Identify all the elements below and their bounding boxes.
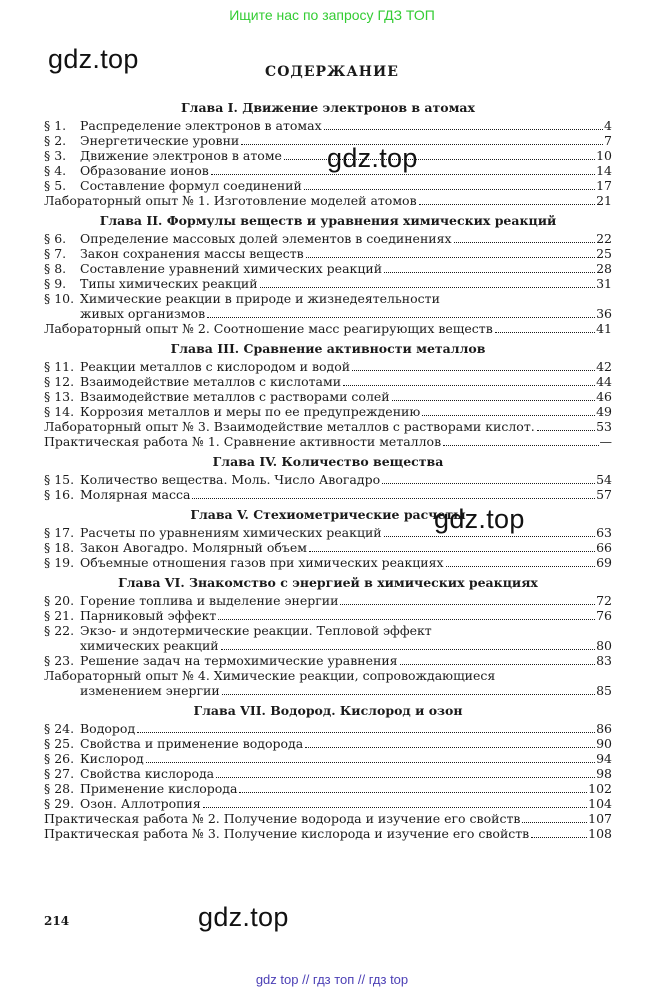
entry-title: химических реакций — [80, 638, 219, 653]
toc-entry[interactable] — [44, 736, 612, 751]
entry-title: Озон. Аллотропия — [80, 796, 201, 811]
entry-title: Горение топлива и выделение энергии — [80, 593, 339, 608]
page-ref: 46 — [596, 389, 612, 404]
toc-entry[interactable] — [44, 540, 612, 555]
watermark: gdz.top — [48, 44, 139, 74]
section-number: § 4. — [44, 163, 67, 178]
entry-title: Практическая работа № 1. Сравнение активности металлов — [44, 434, 442, 449]
page-ref: 42 — [596, 359, 612, 374]
page-ref: 83 — [596, 653, 612, 668]
toc-entry[interactable] — [44, 118, 612, 133]
section-number: § 27. — [44, 766, 75, 781]
toc-entry[interactable] — [44, 321, 612, 336]
leader-dots — [241, 144, 603, 145]
entry-title: Закон Авогадро. Молярный объем — [80, 540, 307, 555]
section-number: § 23. — [44, 653, 75, 668]
toc-entry[interactable] — [44, 178, 612, 193]
entry-title: Закон сохранения массы веществ — [80, 246, 304, 261]
leader-dots — [309, 551, 595, 552]
entry-title: Энергетические уровни — [80, 133, 240, 148]
page-ref: 4 — [604, 118, 612, 133]
toc-entry[interactable] — [44, 434, 612, 449]
toc-entry[interactable] — [44, 291, 612, 321]
section-number: § 3. — [44, 148, 67, 163]
entry-title: Взаимодействие металлов с кислотами — [80, 374, 342, 389]
entry-title: Взаимодействие металлов с растворами солей — [80, 389, 390, 404]
page-ref: 76 — [596, 608, 612, 623]
leader-dots — [211, 174, 595, 175]
page-ref: 85 — [596, 683, 612, 698]
section-number: § 6. — [44, 231, 67, 246]
toc-entry[interactable] — [44, 231, 612, 246]
section-number: § 24. — [44, 721, 75, 736]
leader-dots — [137, 732, 595, 733]
leader-dots — [422, 415, 595, 416]
entry-title: живых организмов — [80, 306, 206, 321]
entry-title: Практическая работа № 2. Получение водорода и изучение его свойств — [44, 811, 521, 826]
entry-title: Лабораторный опыт № 4. Химические реакции, сопровождающиеся — [44, 668, 496, 683]
leader-dots — [531, 837, 587, 838]
toc-entry[interactable] — [44, 246, 612, 261]
section-number: § 14. — [44, 404, 75, 419]
entry-title: Реакции металлов с кислородом и водой — [80, 359, 351, 374]
page-number: 214 — [44, 914, 70, 928]
leader-dots — [305, 747, 595, 748]
entry-title: Составление формул соединений — [80, 178, 302, 193]
leader-dots — [382, 483, 595, 484]
toc-entry[interactable] — [44, 796, 612, 811]
section-number: § 19. — [44, 555, 75, 570]
leader-dots — [352, 370, 595, 371]
entry-title: Свойства и применение водорода — [80, 736, 304, 751]
section-number: § 29. — [44, 796, 75, 811]
leader-dots — [384, 536, 595, 537]
entry-title: Образование ионов — [80, 163, 209, 178]
toc-entry[interactable] — [44, 751, 612, 766]
section-number: § 1. — [44, 118, 67, 133]
toc-entry[interactable] — [44, 811, 612, 826]
section-number: § 21. — [44, 608, 75, 623]
leader-dots — [522, 822, 587, 823]
leader-dots — [216, 777, 595, 778]
entry-title: Составление уравнений химических реакций — [80, 261, 383, 276]
page-ref: 49 — [596, 404, 612, 419]
entry-title: Химические реакции в природе и жизнедеятельности — [80, 291, 440, 306]
entry-title: Практическая работа № 3. Получение кислорода и изучение его свойств — [44, 826, 530, 841]
entry-title: Определение массовых долей элементов в соединениях — [80, 231, 452, 246]
page-ref: 7 — [604, 133, 612, 148]
section-number: § 11. — [44, 359, 75, 374]
page-ref: 31 — [596, 276, 612, 291]
section-number: § 12. — [44, 374, 75, 389]
page-ref: 14 — [596, 163, 612, 178]
leader-dots — [343, 385, 595, 386]
leader-dots — [537, 430, 595, 431]
entry-title: Типы химических реакций — [80, 276, 258, 291]
page-ref: 25 — [596, 246, 612, 261]
entry-title: Применение кислорода — [80, 781, 238, 796]
toc-entry[interactable] — [44, 525, 612, 540]
entry-title: Водород — [80, 721, 136, 736]
leader-dots — [454, 242, 596, 243]
leader-dots — [419, 204, 595, 205]
leader-dots — [260, 287, 596, 288]
toc-entry[interactable] — [44, 374, 612, 389]
section-number: § 15. — [44, 472, 75, 487]
section-number: § 2. — [44, 133, 67, 148]
toc-entry[interactable] — [44, 623, 612, 653]
entry-title: Кислород — [80, 751, 144, 766]
entry-title: изменением энергии — [80, 683, 220, 698]
entry-title: Лабораторный опыт № 3. Взаимодействие металлов с растворами кислот. — [44, 419, 535, 434]
toc-entry[interactable] — [44, 555, 612, 570]
page-ref: 72 — [596, 593, 612, 608]
page-ref: 108 — [588, 826, 612, 841]
entry-title: Лабораторный опыт № 1. Изготовление моделей атомов — [44, 193, 417, 208]
toc-entry[interactable] — [44, 766, 612, 781]
page-ref: 17 — [596, 178, 612, 193]
page-ref: 22 — [596, 231, 612, 246]
toc-entry[interactable] — [44, 148, 612, 163]
page-ref: 21 — [596, 193, 612, 208]
section-number: § 7. — [44, 246, 67, 261]
chapter-heading: Глава V. Стехиометрические расчеты — [190, 507, 466, 522]
leader-dots — [495, 332, 595, 333]
page-ref: 107 — [588, 811, 612, 826]
entry-title: Парниковый эффект — [80, 608, 217, 623]
leader-dots — [218, 619, 595, 620]
leader-dots — [443, 445, 598, 446]
section-number: § 16. — [44, 487, 75, 502]
page-ref: 41 — [596, 321, 612, 336]
toc-entry[interactable] — [44, 193, 612, 208]
page-ref: 57 — [596, 487, 612, 502]
leader-dots — [222, 694, 595, 695]
page-ref: 36 — [596, 306, 612, 321]
leader-dots — [384, 272, 595, 273]
chapter-heading: Глава II. Формулы веществ и уравнения химических реакций — [99, 213, 557, 228]
entry-title: Коррозия металлов и меры по ее предупреждению — [80, 404, 421, 419]
watermark: gdz.top — [434, 504, 525, 534]
section-number: § 20. — [44, 593, 75, 608]
page-ref: 28 — [596, 261, 612, 276]
leader-dots — [207, 317, 595, 318]
page-ref: — — [599, 434, 612, 449]
toc-entry[interactable] — [44, 276, 612, 291]
leader-dots — [239, 792, 587, 793]
chapter-heading: Глава III. Сравнение активности металлов — [170, 341, 486, 356]
toc-entry[interactable] — [44, 593, 612, 608]
page-title: СОДЕРЖАНИЕ — [265, 64, 399, 80]
page-ref: 80 — [596, 638, 612, 653]
page-ref: 66 — [596, 540, 612, 555]
section-number: § 9. — [44, 276, 67, 291]
entry-title: Лабораторный опыт № 2. Соотношение масс реагирующих веществ — [44, 321, 493, 336]
toc-entry[interactable] — [44, 781, 612, 796]
toc-entry[interactable] — [44, 359, 612, 374]
leader-dots — [221, 649, 595, 650]
watermark: gdz.top — [327, 143, 418, 173]
entry-title: Движение электронов в атоме — [80, 148, 282, 163]
leader-dots — [324, 129, 603, 130]
leader-dots — [284, 159, 595, 160]
entry-title: Решение задач на термохимические уравнения — [80, 653, 398, 668]
entry-title: Свойства кислорода — [80, 766, 215, 781]
section-number: § 17. — [44, 525, 75, 540]
entry-title: Молярная масса — [80, 487, 191, 502]
section-number: § 10. — [44, 291, 75, 306]
footer-links[interactable]: gdz top // гдз топ // гдз top — [255, 972, 409, 987]
leader-dots — [304, 189, 595, 190]
page-ref: 86 — [596, 721, 612, 736]
page-ref: 10 — [596, 148, 612, 163]
toc-entry[interactable] — [44, 826, 612, 841]
toc-entry[interactable] — [44, 133, 612, 148]
leader-dots — [400, 664, 596, 665]
page-ref: 69 — [596, 555, 612, 570]
entry-title: Количество вещества. Моль. Число Авогадро — [80, 472, 381, 487]
leader-dots — [392, 400, 595, 401]
leader-dots — [192, 498, 595, 499]
toc-entry[interactable] — [44, 721, 612, 736]
leader-dots — [340, 604, 595, 605]
page-ref: 94 — [596, 751, 612, 766]
top-banner: Ищите нас по запросу ГДЗ ТОП — [229, 7, 435, 23]
entry-title: Расчеты по уравнениям химических реакций — [80, 525, 382, 540]
page-ref: 53 — [596, 419, 612, 434]
toc-entry[interactable] — [44, 404, 612, 419]
toc-entry[interactable] — [44, 389, 612, 404]
toc-entry[interactable] — [44, 472, 612, 487]
page-ref: 98 — [596, 766, 612, 781]
toc-entry[interactable] — [44, 163, 612, 178]
page-ref: 63 — [596, 525, 612, 540]
toc-entry[interactable] — [44, 487, 612, 502]
leader-dots — [203, 807, 587, 808]
page-ref: 90 — [596, 736, 612, 751]
page-ref: 44 — [596, 374, 612, 389]
toc-entry[interactable] — [44, 608, 612, 623]
leader-dots — [146, 762, 595, 763]
section-number: § 5. — [44, 178, 67, 193]
section-number: § 13. — [44, 389, 75, 404]
page-ref: 104 — [588, 796, 612, 811]
section-number: § 8. — [44, 261, 67, 276]
chapter-heading: Глава I. Движение электронов в атомах — [181, 100, 475, 115]
chapter-heading: Глава VI. Знакомство с энергией в химических реакциях — [118, 575, 538, 590]
table-of-contents — [44, 100, 612, 841]
chapter-heading: Глава IV. Количество вещества — [212, 454, 444, 469]
section-number: § 25. — [44, 736, 75, 751]
toc-entry[interactable] — [44, 653, 612, 668]
toc-entry[interactable] — [44, 261, 612, 276]
watermark: gdz.top — [198, 902, 289, 932]
chapter-heading: Глава VII. Водород. Кислород и озон — [193, 703, 463, 718]
entry-title: Распределение электронов в атомах — [80, 118, 322, 133]
leader-dots — [446, 566, 596, 567]
entry-title: Экзо- и эндотермические реакции. Тепловой эффект — [80, 623, 432, 638]
toc-entry[interactable] — [44, 668, 612, 698]
section-number: § 28. — [44, 781, 75, 796]
section-number: § 26. — [44, 751, 75, 766]
toc-entry[interactable] — [44, 419, 612, 434]
entry-title: Объемные отношения газов при химических реакциях — [80, 555, 444, 570]
section-number: § 18. — [44, 540, 75, 555]
leader-dots — [306, 257, 595, 258]
page-ref: 102 — [588, 781, 612, 796]
page-ref: 54 — [596, 472, 612, 487]
section-number: § 22. — [44, 623, 75, 638]
